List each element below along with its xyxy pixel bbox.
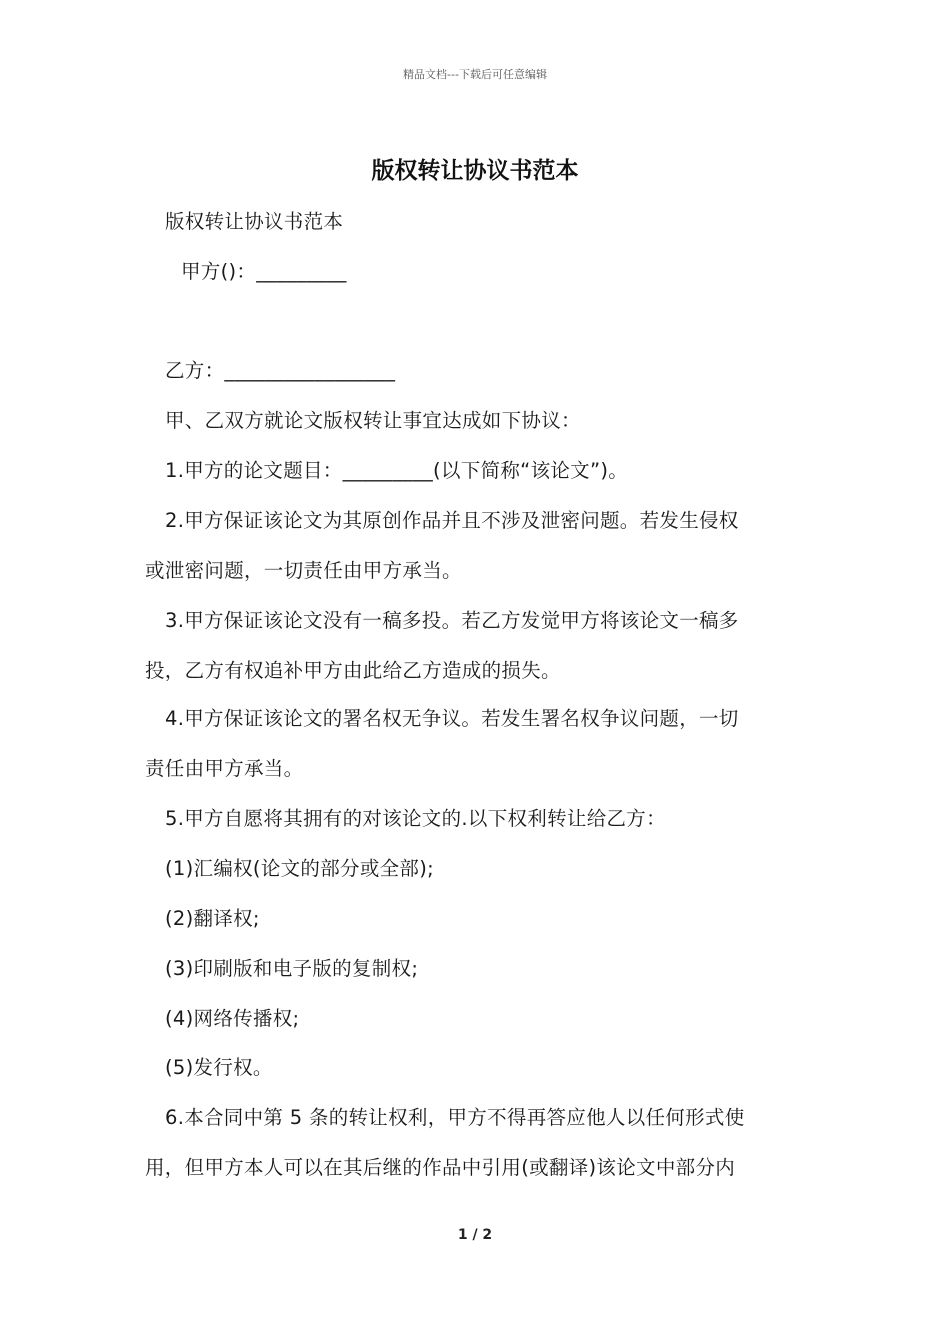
- right-item-3: (3)印刷版和电子版的复制权;: [165, 957, 419, 980]
- page-number: 1 / 2: [457, 1227, 493, 1243]
- clause-4-line-2: 责任由甲方承当。: [145, 757, 304, 780]
- right-item-1: (1)汇编权(论文的部分或全部);: [165, 857, 435, 880]
- clause-1: 1.甲方的论文题目：_________(以下简称“该论文”)。: [165, 459, 629, 482]
- clause-3-line-1: 3.甲方保证该论文没有一稿多投。若乙方发觉甲方将该论文一稿多: [165, 609, 739, 632]
- clause-2-line-2: 或泄密问题，一切责任由甲方承当。: [145, 559, 462, 582]
- clause-3-line-2: 投，乙方有权追补甲方由此给乙方造成的损失。: [145, 659, 561, 682]
- clause-2-line-1: 2.甲方保证该论文为其原创作品并且不涉及泄密问题。若发生侵权: [165, 509, 739, 532]
- clause-5: 5.甲方自愿将其拥有的对该论文的.以下权利转让给乙方：: [165, 807, 666, 830]
- party-a-line: 甲方()：_________: [181, 260, 347, 283]
- right-item-2: (2)翻译权;: [165, 907, 260, 930]
- clause-4-line-1: 4.甲方保证该论文的署名权无争议。若发生署名权争议问题，一切: [165, 707, 739, 730]
- clause-6-line-2: 用，但甲方本人可以在其后继的作品中引用(或翻译)该论文中部分内: [145, 1156, 736, 1179]
- page-header: 精品文档---下载后可任意编辑: [403, 68, 547, 81]
- document-subtitle: 版权转让协议书范本: [165, 210, 344, 233]
- agreement-intro: 甲、乙双方就论文版权转让事宜达成如下协议：: [165, 409, 581, 432]
- right-item-5: (5)发行权。: [165, 1056, 273, 1079]
- clause-6-line-1: 6.本合同中第 5 条的转让权利，甲方不得再答应他人以任何形式使: [165, 1106, 745, 1129]
- right-item-4: (4)网络传播权;: [165, 1007, 300, 1030]
- document-title: 版权转让协议书范本: [371, 157, 579, 184]
- party-b-line: 乙方：_________________: [165, 359, 396, 382]
